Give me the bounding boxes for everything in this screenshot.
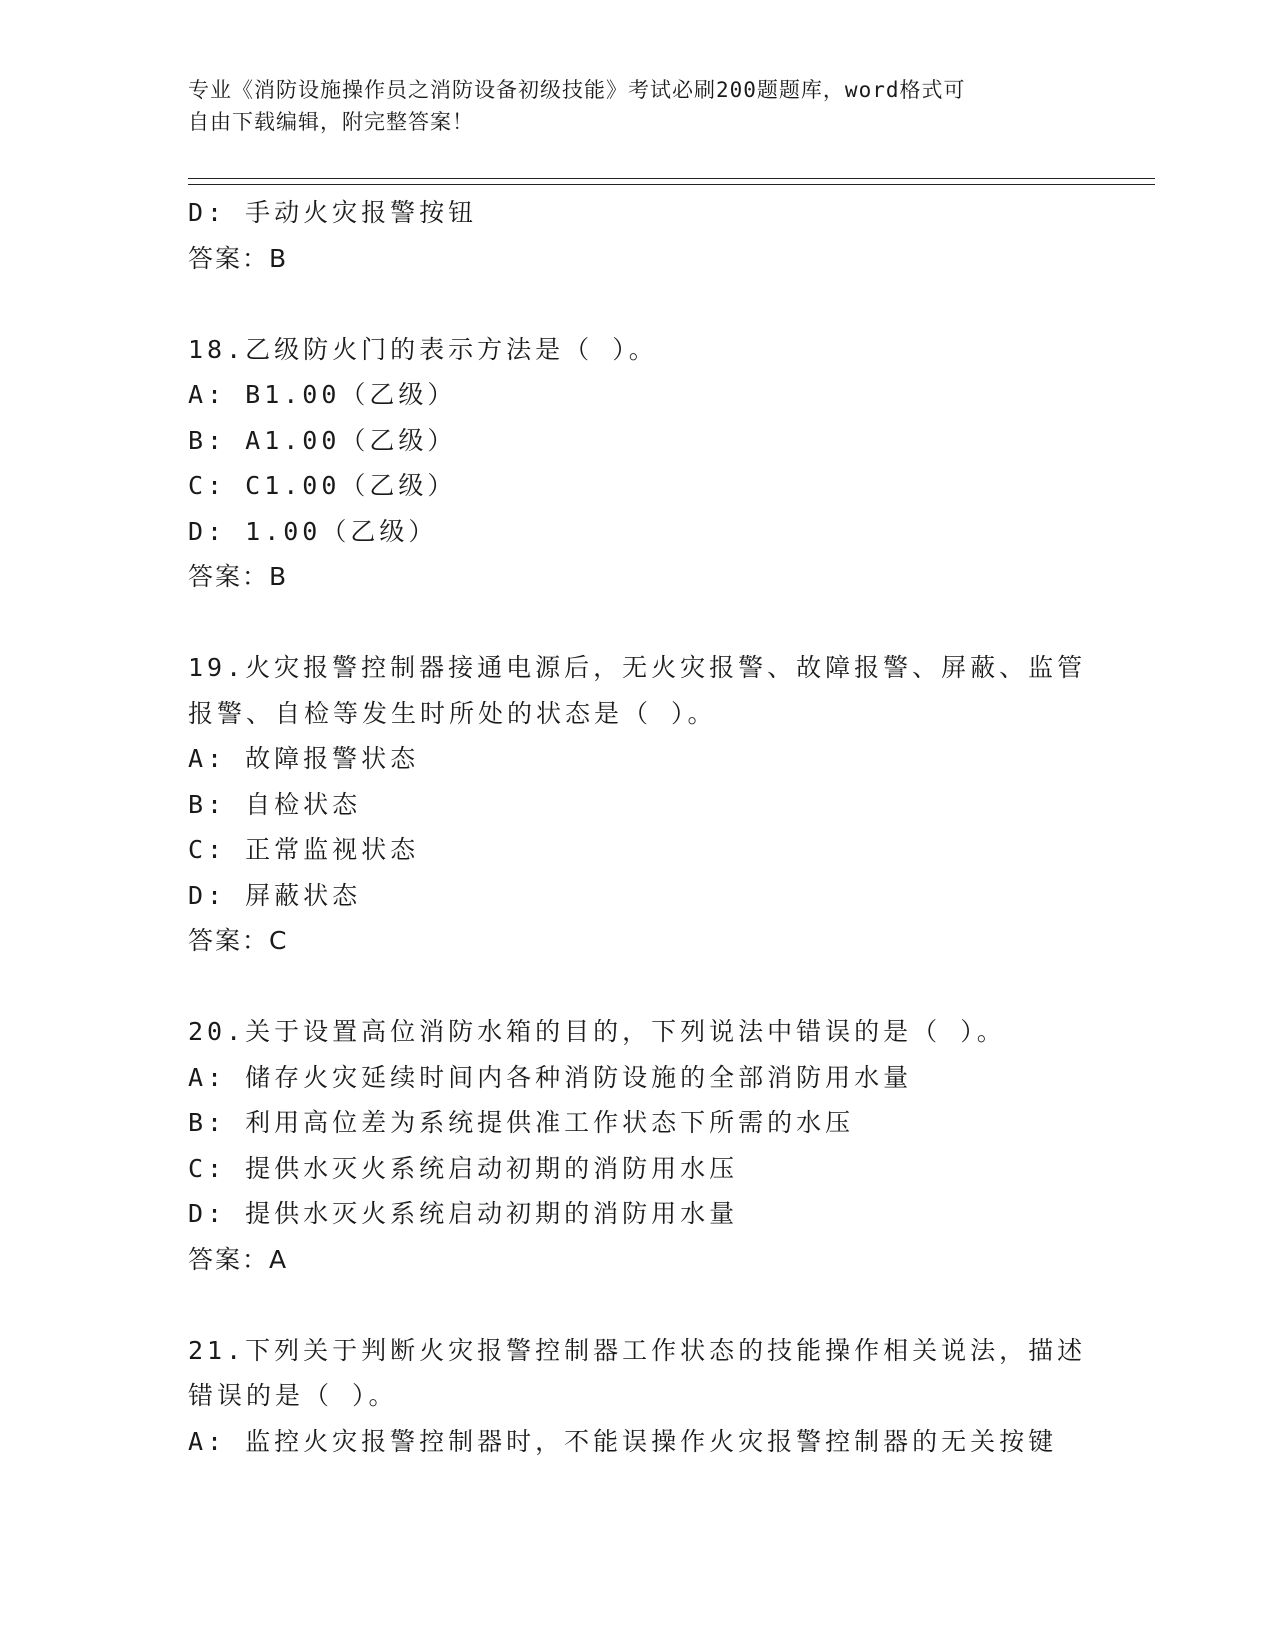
q20-option-c: C: 提供水灭火系统启动初期的消防用水压 (188, 1153, 739, 1183)
q18-option-b: B: A1.00（乙级） (188, 425, 457, 455)
q21-option-a: A: 监控火灾报警控制器时，不能误操作火灾报警控制器的无关按键 (188, 1426, 1058, 1456)
q19-option-a: A: 故障报警状态 (188, 744, 420, 773)
q19-option-d: D: 屏蔽状态 (188, 880, 362, 910)
q19-option-b: B: 自检状态 (188, 789, 362, 819)
header-divider (188, 178, 1155, 185)
header-title-line-1: 专业《消防设施操作员之消防设备初级技能》考试必刷200题题库，word格式可 (188, 78, 966, 102)
spacer (188, 1282, 1088, 1328)
spacer (188, 281, 1088, 327)
q18-option-c: C: C1.00（乙级） (188, 471, 457, 500)
q18-answer: 答案：B (188, 562, 289, 591)
q18-stem: 18.乙级防火门的表示方法是（ ）。 (188, 334, 658, 364)
q21-stem: 21.下列关于判断火灾报警控制器工作状态的技能操作相关说法，描述错误的是（ ）。 (188, 1335, 1087, 1410)
q20-stem: 20.关于设置高位消防水箱的目的，下列说法中错误的是（ ）。 (188, 1017, 1006, 1046)
q19-stem: 19.火灾报警控制器接通电源后，无火灾报警、故障报警、屏蔽、监管报警、自检等发生时所处的状态是（ ）。 (188, 653, 1087, 728)
q20-answer: 答案：A (188, 1244, 289, 1274)
q20-option-d: D: 提供水灭火系统启动初期的消防用水量 (188, 1199, 739, 1228)
q19-option-c: C: 正常监视状态 (188, 835, 420, 864)
spacer (188, 964, 1088, 1010)
document-header (188, 74, 1088, 138)
q20-option-a: A: 储存火灾延续时间内各种消防设施的全部消防用水量 (188, 1062, 913, 1092)
q18-option-a: A: B1.00（乙级） (188, 380, 457, 409)
q19-answer: 答案：C (188, 926, 289, 955)
question-list (188, 190, 1088, 1464)
header-title-line-2: 自由下载编辑，附完整答案！ (188, 110, 474, 134)
q18-option-d: D: 1.00（乙级） (188, 516, 438, 546)
q17-option-d: D: 手动火灾报警按钮 (188, 198, 478, 227)
q20-option-b: B: 利用高位差为系统提供准工作状态下所需的水压 (188, 1108, 855, 1137)
q17-answer: 答案：B (188, 243, 289, 273)
spacer (188, 600, 1088, 646)
